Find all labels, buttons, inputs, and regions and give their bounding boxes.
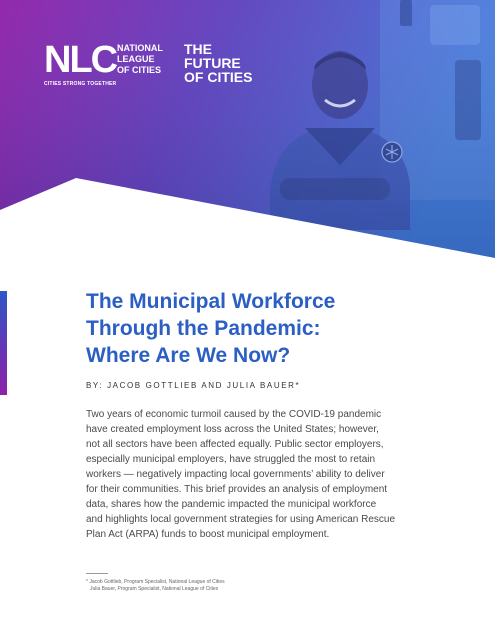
nlc-logo-mark: NLC (44, 39, 117, 81)
series-title-line: THE (184, 41, 212, 57)
title-line: Where Are We Now? (86, 344, 291, 367)
paragraph-line: not all sectors have been affected equally. Public sector employers, (86, 439, 384, 450)
paragraph-line: have created employment loss across the United States; however, (86, 424, 379, 435)
author-byline: BY: JACOB GOTTLIEB AND JULIA BAUER* (86, 381, 301, 390)
logo-name-line: OF CITIES (117, 65, 162, 75)
title-line: Through the Pandemic: (86, 317, 321, 340)
paragraph-line: for their communities. This brief provides an analysis of employment (86, 484, 388, 495)
paragraph-line: Two years of economic turmoil caused by the COVID-19 pandemic (86, 409, 382, 420)
hero-banner (0, 0, 495, 260)
logo-name-line: LEAGUE (117, 54, 155, 64)
paragraph-line: workers — negatively impacting local governments’ ability to deliver (86, 469, 385, 480)
footnotes (86, 579, 386, 593)
footnote-divider (86, 573, 108, 574)
series-title-line: FUTURE (184, 55, 241, 71)
logo-name-line: NATIONAL (117, 43, 163, 53)
series-title-line: OF CITIES (184, 69, 253, 85)
paragraph-line: especially municipal employers, have struggled the most to retain (86, 454, 376, 465)
series-title (184, 42, 294, 84)
paragraph-line: and highlights local government strategies for using American Rescue (86, 514, 396, 525)
accent-side-bar (0, 291, 7, 395)
nlc-logo-name (117, 43, 187, 76)
paragraph-line: Plan Act (ARPA) funds to boost municipal employment. (86, 529, 330, 540)
footnote-line: Julia Bauer, Program Specialist, National League of Cities (90, 586, 219, 592)
nlc-logo-tagline: CITIES STRONG TOGETHER (44, 81, 117, 87)
paragraph-line: data, shares how the pandemic impacted the municipal workforce (86, 499, 377, 510)
title-line: The Municipal Workforce (86, 290, 336, 313)
intro-paragraph (86, 407, 466, 542)
document-title (86, 288, 466, 369)
footnote-line: * Jacob Gottlieb, Program Specialist, National League of Cities (86, 579, 225, 585)
